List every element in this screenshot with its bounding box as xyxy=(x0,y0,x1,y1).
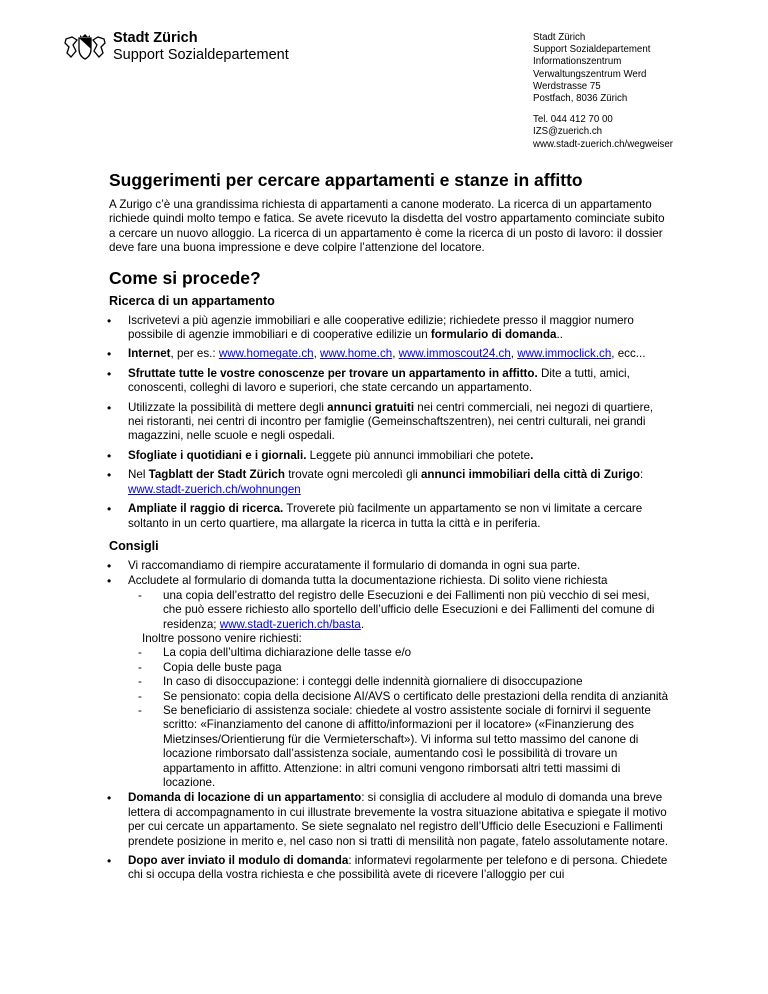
list-item: • Internet, per es.: www.homegate.ch, www.home.ch, www.immoscout24.ch, www.immoclick.ch, ecc... xyxy=(109,347,669,361)
dash-item: - una copia dell’estratto del registro delle Esecuzioni e dei Fallimenti non più vecchio di sei mesi, che può essere richiesto allo sportello dell’ufficio delle Esecuzioni e dei Fallimenti del comune di residenza; www.stadt-zuerich.ch/basta. xyxy=(128,589,669,632)
link-wohnungen[interactable]: www.stadt-zuerich.ch/wohnungen xyxy=(128,482,301,496)
dash-item: - Se beneficiario di assistenza sociale: chiedete al vostro assistente sociale di fornirvi il seguente scritto: «Finanziamento del canone di affitto/informazioni per il locatore» («Finanzierung des Mietzinses/Orientierung für die Vermieterschaft»). Vi informa sul tetto massimo del canone di locazione rimborsato dall’assistenza sociale, aumentando così le possibilità di trovare un appartamento in affitto. Attenzione: in altri comuni vengono rimborsati altri tetti massimi di locazione. xyxy=(128,704,669,790)
ricerca-list xyxy=(109,314,669,531)
address-line: Verwaltungszentrum Werd xyxy=(533,68,647,80)
consigli-list xyxy=(109,559,669,883)
contact-website: www.stadt-zuerich.ch/wegweiser xyxy=(533,138,673,150)
list-item: • Dopo aver inviato il modulo di domanda: informatevi regolarmente per telefono e di persona. Chiedete chi si occupa della vostra richiesta e che possibilità avete di ricevere l’alloggio per cui xyxy=(109,854,669,883)
contact-phone: Tel. 044 412 70 00 xyxy=(533,114,613,126)
list-item: • Iscrivetevi a più agenzie immobiliari e alle cooperative edilizie; richiedete presso il maggior numero possibile di agenzie immobiliari e di cooperative edilizie un formulario di domanda.. xyxy=(109,314,669,343)
inoltre-text: Inoltre possono venire richiesti: xyxy=(142,631,302,645)
logo-title: Stadt Zürich xyxy=(113,30,198,46)
link-immoscout24[interactable]: www.immoscout24.ch xyxy=(398,347,511,361)
address-block xyxy=(533,32,673,151)
list-item: • Domanda di locazione di un appartamento: si consiglia di accludere al modulo di domanda una breve lettera di accompagnamento in cui illustrate brevemente la vostra situazione abitativa e spiegate il motivo per cui cercate un appartamento. Se siete segnalato nel registro dell’Ufficio delle Esecuzioni e Fallimenti prendete posizione in merito e, nel caso non si tratti di mensilità non pagate, fatelo assolutamente notare. xyxy=(109,791,669,849)
list-item: • Utilizzate la possibilità di mettere degli annunci gratuiti nei centri commerciali, nei negozi di quartiere, nei ristoranti, nei centri di incontro per famiglie (Gemeinschaftszentren), nei centri culturali, nei grandi magazzini, nelle scuole e negli ospedali. xyxy=(109,401,669,444)
subheading-consigli: Consigli xyxy=(109,538,159,553)
document-title: Suggerimenti per cercare appartamenti e stanze in affitto xyxy=(109,170,583,190)
link-basta[interactable]: www.stadt-zuerich.ch/basta xyxy=(219,617,361,631)
address-line: Support Sozialdepartement xyxy=(533,44,651,56)
zurich-coat-of-arms-icon xyxy=(63,33,107,61)
dash-item: - In caso di disoccupazione: i conteggi delle indennità giornaliere di disoccupazione xyxy=(128,675,669,689)
list-item: • Sfruttate tutte le vostre conoscenze per trovare un appartamento in affitto. Dite a tutti, amici, conoscenti, colleghi di lavoro e superiori, che state cercando un appartamento. xyxy=(109,367,669,396)
address-line: Stadt Zürich xyxy=(533,32,586,43)
stadt-zuerich-logo xyxy=(63,30,289,64)
list-item: • Ampliate il raggio di ricerca. Troverete più facilmente un appartamento se non vi limitate a cercare soltanto in un certo quartiere, ma allargate la ricerca in tutta la città e in periferia. xyxy=(109,502,669,531)
dash-item: - Se pensionato: copia della decisione AI/AVS o certificato delle prestazioni della rendita di anzianità xyxy=(128,690,669,704)
dash-item: - La copia dell’ultima dichiarazione delle tasse e/o xyxy=(128,646,669,660)
link-home[interactable]: www.home.ch xyxy=(320,347,393,361)
address-line: Postfach, 8036 Zürich xyxy=(533,93,628,105)
list-item: • Nel Tagblatt der Stadt Zürich trovate ogni mercoledì gli annunci immobiliari della città di Zurigo: www.stadt-zuerich.ch/wohnungen xyxy=(109,468,669,497)
address-line: Informationszentrum xyxy=(533,56,622,68)
dash-item: - Copia delle buste paga xyxy=(128,661,669,675)
link-immoclick[interactable]: www.immoclick.ch xyxy=(517,347,612,361)
logo-subtitle: Support Sozialdepartement xyxy=(113,47,289,63)
list-item: • Sfogliate i quotidiani e i giornali. Leggete più annunci immobiliari che potete. xyxy=(109,449,669,463)
section-heading: Come si procede? xyxy=(109,267,261,288)
address-line: Werdstrasse 75 xyxy=(533,80,601,92)
link-homegate[interactable]: www.homegate.ch xyxy=(218,347,314,361)
intro-paragraph: A Zurigo c’è una grandissima richiesta di appartamenti a canone moderato. La ricerca di un appartamento richiede quindi molto tempo e fatica. Se avete ricevuto la disdetta del vostro appartamento cominciate subito a cercare un nuovo alloggio. La ricerca di un appartamento è come la ricerca di un posto di lavoro: il dossier deve fare una buona impressione e deve colpire l’attenzione del locatore. xyxy=(109,198,665,255)
list-item: • Accludete al formulario di domanda tutta la documentazione richiesta. Di solito viene richiesta - una copia dell’estratto del registro delle Esecuzioni e dei Fallimenti non più vecchio di sei mesi, che può essere richiesto allo sportello dell’ufficio delle Esecuzioni e dei Fallimenti del comune di residenza; www.stadt-zuerich.ch/basta. Inoltre possono venire richiesti: - La copia dell’ultima dichiarazione delle tasse e/o - Copia delle buste paga - In caso di disoccupazione: i conteggi delle indennità giornaliere di disoccupazione - Se pensionato: copia della decisione AI/AVS o certificato delle prestazioni della rendita di anzianità - Se beneficiario di assistenza sociale: chiedete al vostro assistente sociale di fornirvi il seguente scritto: «Finanziamento del canone di affitto/informazioni per il locatore» («Finanzierung des Mietzinses/Orientierung für die Vermieterschaft»). Vi informa sul tetto massimo del canone di locazione rimborsato dall’assistenza sociale, aumentando così le possibilità di trovare un appartamento in affitto. Attenzione: in altri comuni vengono rimborsati altri tetti massimi di locazione. xyxy=(109,574,669,790)
contact-email: IZS@zuerich.ch xyxy=(533,126,603,138)
subheading-ricerca: Ricerca di un appartamento xyxy=(109,293,275,308)
document-body xyxy=(109,170,669,884)
list-item: • Vi raccomandiamo di riempire accuratamente il formulario di domanda in ogni sua parte. xyxy=(109,559,669,573)
